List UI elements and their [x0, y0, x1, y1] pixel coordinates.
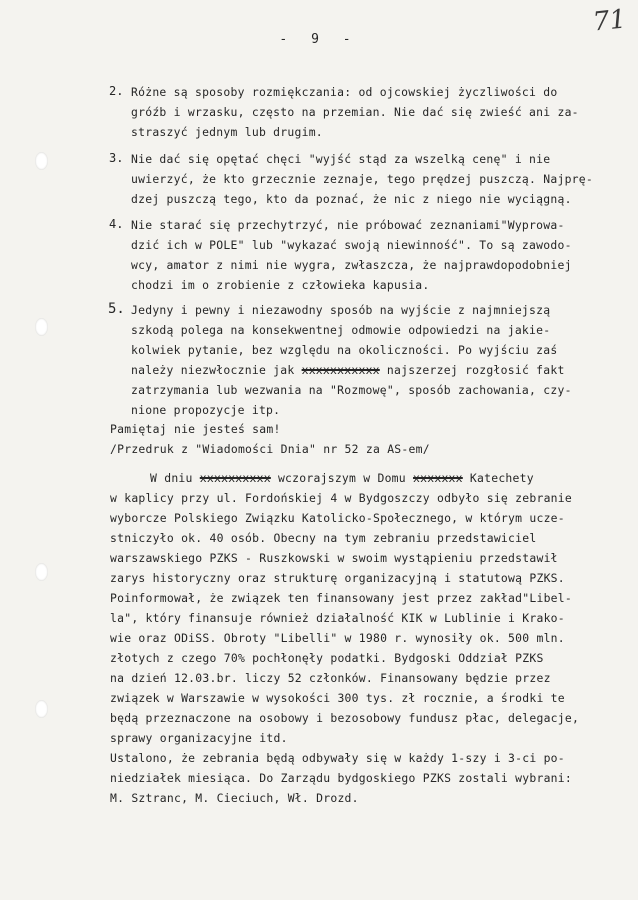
- reminder-line: Pamiętaj nie jesteś sam!: [110, 422, 281, 436]
- text-line: niedziałek miesiąca. Do Zarządu bydgoskiego PZKS zostali wybrani:: [110, 771, 573, 785]
- struck-out-text: xxxxxxxxxx: [199, 471, 271, 485]
- text-fragment: W dniu: [150, 471, 193, 485]
- text-line: [150, 471, 534, 485]
- text-fragment: wczorajszym w Domu: [277, 471, 406, 485]
- text-line: zarys historyczny oraz strukturę organizacyjną i statutową PZKS.: [110, 571, 565, 585]
- punch-hole: [35, 318, 48, 336]
- text-line: Ustalono, że zebrania będą odbywały się w każdy 1-szy i 3-ci po-: [110, 751, 565, 765]
- text-line: sprawy organizacyjne itd.: [110, 731, 288, 745]
- text-line: warszawskiego PZKS - Ruszkowski w swoim wystąpieniu przedstawił: [110, 551, 558, 565]
- text-line: [131, 363, 565, 377]
- text-line: zatrzymania lub wezwania na "Rozmowę", sposób zachowania, czy-: [131, 383, 572, 397]
- text-line: Różne są sposoby rozmiękczania: od ojcowskiej życzliwości do: [131, 85, 558, 99]
- text-line: Poinformował, że związek ten finansowany jest przez zakład"Libel-: [110, 591, 573, 605]
- text-line: dzej puszczą tego, kto da poznać, że nic z niego nie wyciągną.: [131, 192, 572, 206]
- text-line: Jedyny i pewny i niezawodny sposób na wyjście z najmniejszą: [131, 303, 551, 317]
- item-number: 4.: [109, 217, 124, 231]
- text-line: nione propozycje itp.: [131, 403, 281, 417]
- text-line: chodzi im o zrobienie z człowieka kapusia.: [131, 278, 430, 292]
- text-line: kolwiek pytanie, bez względu na okoliczności. Po wyjściu zaś: [131, 343, 558, 357]
- item-number: 3.: [109, 151, 124, 165]
- text-line: dzić ich w POLE" lub "wykazać swoją niewinność". To są zawodo-: [131, 238, 572, 252]
- text-line: gróźb i wrzasku, często na przemian. Nie dać się zwieść ani za-: [131, 105, 579, 119]
- text-line: wie oraz ODiSS. Obroty "Libelli" w 1980 r. wynosiły ok. 500 mln.: [110, 631, 565, 645]
- text-line: M. Sztranc, M. Cieciuch, Wł. Drozd.: [110, 791, 359, 805]
- text-line: złotych z czego 70% pochłonęły podatki. Bydgoski Oddział PZKS: [110, 651, 544, 665]
- item-number: 5.: [108, 301, 125, 317]
- text-line: wcy, amator z nimi nie wygra, zwłaszcza, że najprawdopodobniej: [131, 258, 572, 272]
- text-line: straszyć jednym lub drugim.: [131, 125, 323, 139]
- text-fragment: Katechety: [469, 471, 534, 485]
- text-line: szkodą polega na konsekwentnej odmowie odpowiedzi na jakie-: [131, 323, 551, 337]
- page-number: - 9 -: [279, 32, 359, 47]
- text-line: Nie dać się opętać chęci "wyjść stąd za wszelką cenę" i nie: [131, 152, 551, 166]
- text-line: la", który finansuje również działalność KIK w Lublinie i Krako-: [110, 611, 565, 625]
- punch-hole: [35, 152, 48, 170]
- struck-out-text: xxxxxxxxxxx: [301, 363, 380, 377]
- struck-out-text: xxxxxxx: [413, 471, 463, 485]
- punch-hole: [35, 563, 48, 581]
- item-number: 2.: [109, 84, 124, 98]
- text-line: będą przeznaczone na osobowy i bezosobowy fundusz płac, delegacje,: [110, 711, 580, 725]
- archive-number: 71: [591, 4, 628, 38]
- punch-hole: [35, 700, 48, 718]
- source-line: /Przedruk z "Wiadomości Dnia" nr 52 za AS-em/: [110, 442, 430, 456]
- text-fragment: należy niezwłocznie jak: [131, 363, 295, 377]
- text-line: na dzień 12.03.br. liczy 52 członków. Finansowany będzie przez: [110, 671, 551, 685]
- text-fragment: najszerzej rozgłosić fakt: [386, 363, 565, 377]
- text-line: związek w Warszawie w wysokości 300 tys. zł rocznie, a środki te: [110, 691, 565, 705]
- text-line: uwierzyć, że kto grzecznie zeznaje, tego prędzej puszczą. Najprę-: [131, 172, 594, 186]
- text-line: w kaplicy przy ul. Fordońskiej 4 w Bydgoszczy odbyło się zebranie: [110, 491, 573, 505]
- text-line: stniczyło ok. 40 osób. Obecny na tym zebraniu przedstawiciel: [110, 531, 537, 545]
- text-line: Nie starać się przechytrzyć, nie próbować zeznaniami"Wyprowa-: [131, 218, 565, 232]
- text-line: wyborcze Polskiego Związku Katolicko-Społecznego, w którym ucze-: [110, 511, 565, 525]
